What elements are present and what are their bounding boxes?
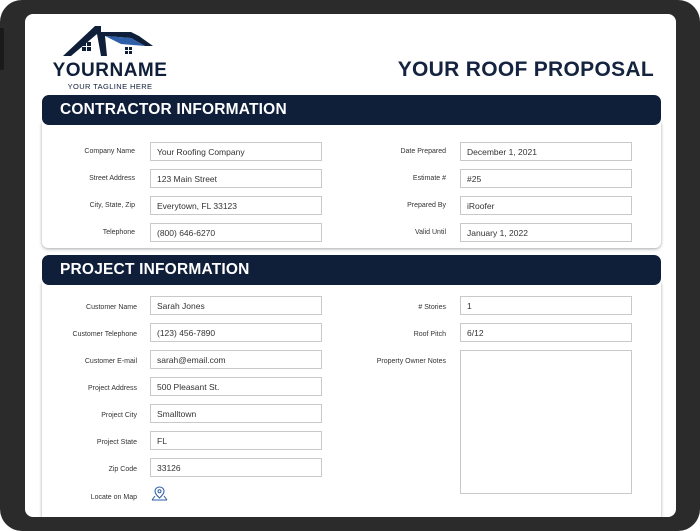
city-state-zip-label: City, State, Zip [89, 202, 135, 209]
owner-notes-label: Property Owner Notes [376, 358, 446, 365]
proposal-form [25, 14, 676, 517]
roof-pitch-field[interactable]: 6/12 [460, 323, 632, 342]
date-prepared-field[interactable]: December 1, 2021 [460, 142, 632, 161]
company-name-label: Company Name [84, 148, 135, 155]
street-address-field[interactable]: 123 Main Street [150, 169, 322, 188]
project-address-field[interactable]: 500 Pleasant St. [150, 377, 322, 396]
project-state-label: Project State [96, 439, 137, 446]
brand-name: YOURNAME [52, 60, 168, 81]
project-state-field[interactable]: FL [150, 431, 322, 450]
date-prepared-label: Date Prepared [400, 148, 446, 155]
stories-field[interactable]: 1 [460, 296, 632, 315]
side-button [0, 28, 4, 70]
customer-email-field[interactable]: sarah@email.com [150, 350, 322, 369]
roof-pitch-label: Roof Pitch [413, 331, 446, 338]
company-name-field[interactable]: Your Roofing Company [150, 142, 322, 161]
brand-tagline: YOUR TAGLINE HERE [67, 82, 153, 91]
project-panel [42, 282, 661, 517]
project-city-field[interactable]: Smalltown [150, 404, 322, 423]
contractor-panel [42, 122, 661, 248]
estimate-number-field[interactable]: #25 [460, 169, 632, 188]
zip-code-label: Zip Code [108, 466, 137, 473]
customer-telephone-field[interactable]: (123) 456-7890 [150, 323, 322, 342]
company-logo [51, 22, 169, 98]
valid-until-label: Valid Until [415, 229, 446, 236]
project-section-title: PROJECT INFORMATION [60, 261, 250, 278]
owner-notes-textarea[interactable] [460, 350, 632, 494]
zip-code-field[interactable]: 33126 [150, 458, 322, 477]
house-roof-icon [61, 22, 161, 58]
city-state-zip-field[interactable]: Everytown, FL 33123 [150, 196, 322, 215]
contractor-section-title: CONTRACTOR INFORMATION [60, 101, 287, 118]
customer-email-label: Customer E-mail [84, 358, 137, 365]
project-section-header [42, 255, 661, 285]
customer-name-label: Customer Name [86, 304, 137, 311]
page-title: YOUR ROOF PROPOSAL [397, 58, 654, 81]
stories-label: # Stories [418, 304, 446, 311]
valid-until-field[interactable]: January 1, 2022 [460, 223, 632, 242]
map-pin-icon[interactable] [151, 486, 168, 501]
customer-telephone-label: Customer Telephone [72, 331, 137, 338]
estimate-number-label: Estimate # [412, 175, 446, 182]
prepared-by-field[interactable]: iRoofer [460, 196, 632, 215]
locate-on-map-label: Locate on Map [90, 494, 137, 501]
project-city-label: Project City [101, 412, 137, 419]
project-address-label: Project Address [87, 385, 137, 392]
prepared-by-label: Prepared By [407, 202, 446, 209]
customer-name-field[interactable]: Sarah Jones [150, 296, 322, 315]
street-address-label: Street Address [89, 175, 135, 182]
telephone-field[interactable]: (800) 646-6270 [150, 223, 322, 242]
contractor-section-header [42, 95, 661, 125]
telephone-label: Telephone [102, 229, 135, 236]
